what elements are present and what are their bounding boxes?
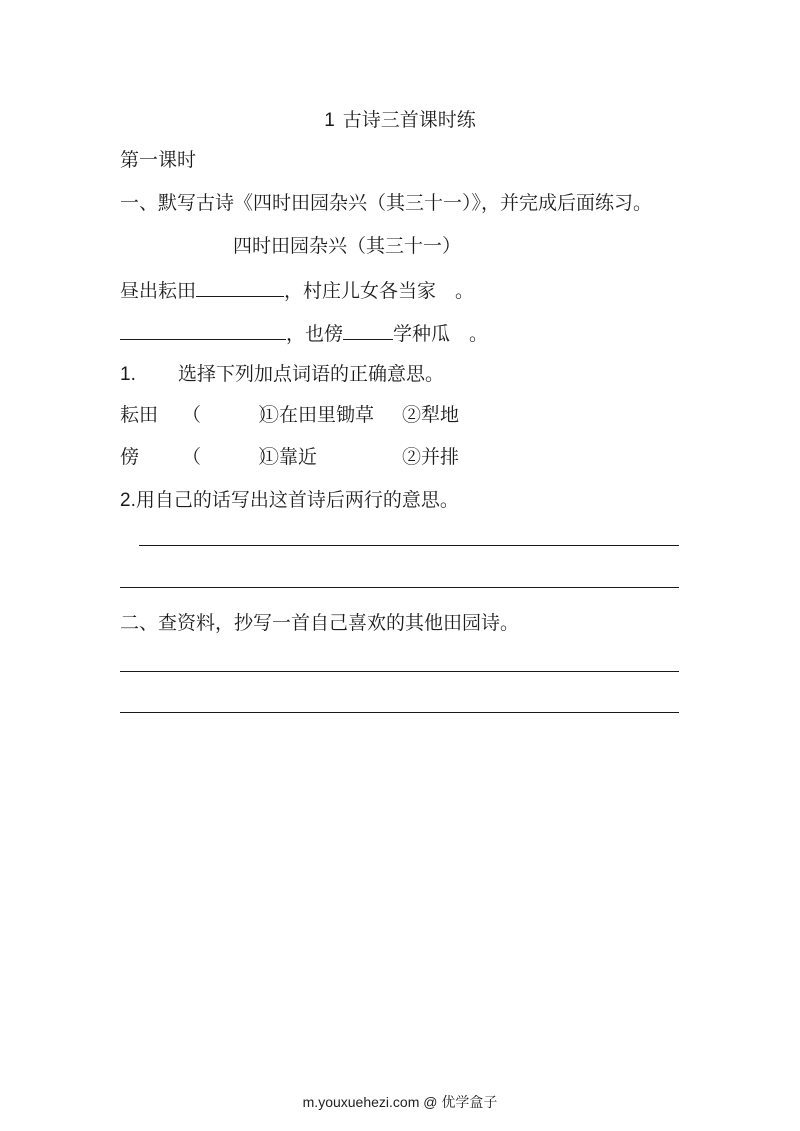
answer-line-2[interactable] (120, 587, 679, 588)
fill-blank-1[interactable] (196, 276, 284, 297)
q1-answer-paren-2[interactable]: （ ） (182, 446, 278, 468)
poem-title: 四时田园杂兴（其三十一） (233, 235, 462, 257)
q1-word-1: 耘田 (120, 404, 159, 426)
fill-blank-2[interactable] (120, 319, 286, 340)
poem-line-2-end: 学种瓜 。 (393, 323, 489, 345)
q1-option-2a: ①靠近 (260, 446, 318, 468)
question-1 (120, 361, 444, 388)
section1-instruction: 一、默写古诗《四时田园杂兴（其三十一）》，并完成后面练习。 (120, 192, 653, 214)
q1-word-2: 傍 (120, 446, 140, 468)
q1-answer-paren-1[interactable]: （ ） (182, 404, 278, 426)
poem-line-2 (120, 319, 488, 347)
poem-line-1-start: 昼出耘田 (120, 280, 197, 302)
q1-option-2b: ②并排 (402, 446, 460, 468)
answer-line-4[interactable] (120, 712, 679, 713)
question-2 (120, 487, 459, 514)
title-text: 古诗三首课时练 (342, 109, 476, 131)
poem-line-2-mid: ，也傍 (286, 323, 344, 345)
question-2-text: 用自己的话写出这首诗后两行的意思。 (135, 489, 459, 511)
fill-blank-3[interactable] (343, 319, 393, 340)
q1-option-1b: ②犁地 (402, 404, 460, 426)
question-1-number: 1. (120, 364, 136, 385)
title-number: 1 (324, 110, 335, 131)
q1-option-1a: ①在田里锄草 (260, 404, 375, 426)
answer-line-3[interactable] (120, 671, 679, 672)
lesson-label: 第一课时 (120, 149, 197, 171)
page-title (0, 105, 800, 132)
poem-line-1 (120, 276, 474, 304)
footer-watermark: m.youxuehezi.com @ 优学盒子 (302, 1094, 498, 1110)
question-2-number: 2. (120, 490, 136, 511)
answer-line-1[interactable] (139, 545, 679, 546)
section2-instruction: 二、查资料，抄写一首自己喜欢的其他田园诗。 (120, 612, 520, 634)
question-1-text: 选择下列加点词语的正确意思。 (178, 363, 445, 385)
poem-line-1-end: ，村庄儿女各当家 。 (284, 280, 475, 302)
